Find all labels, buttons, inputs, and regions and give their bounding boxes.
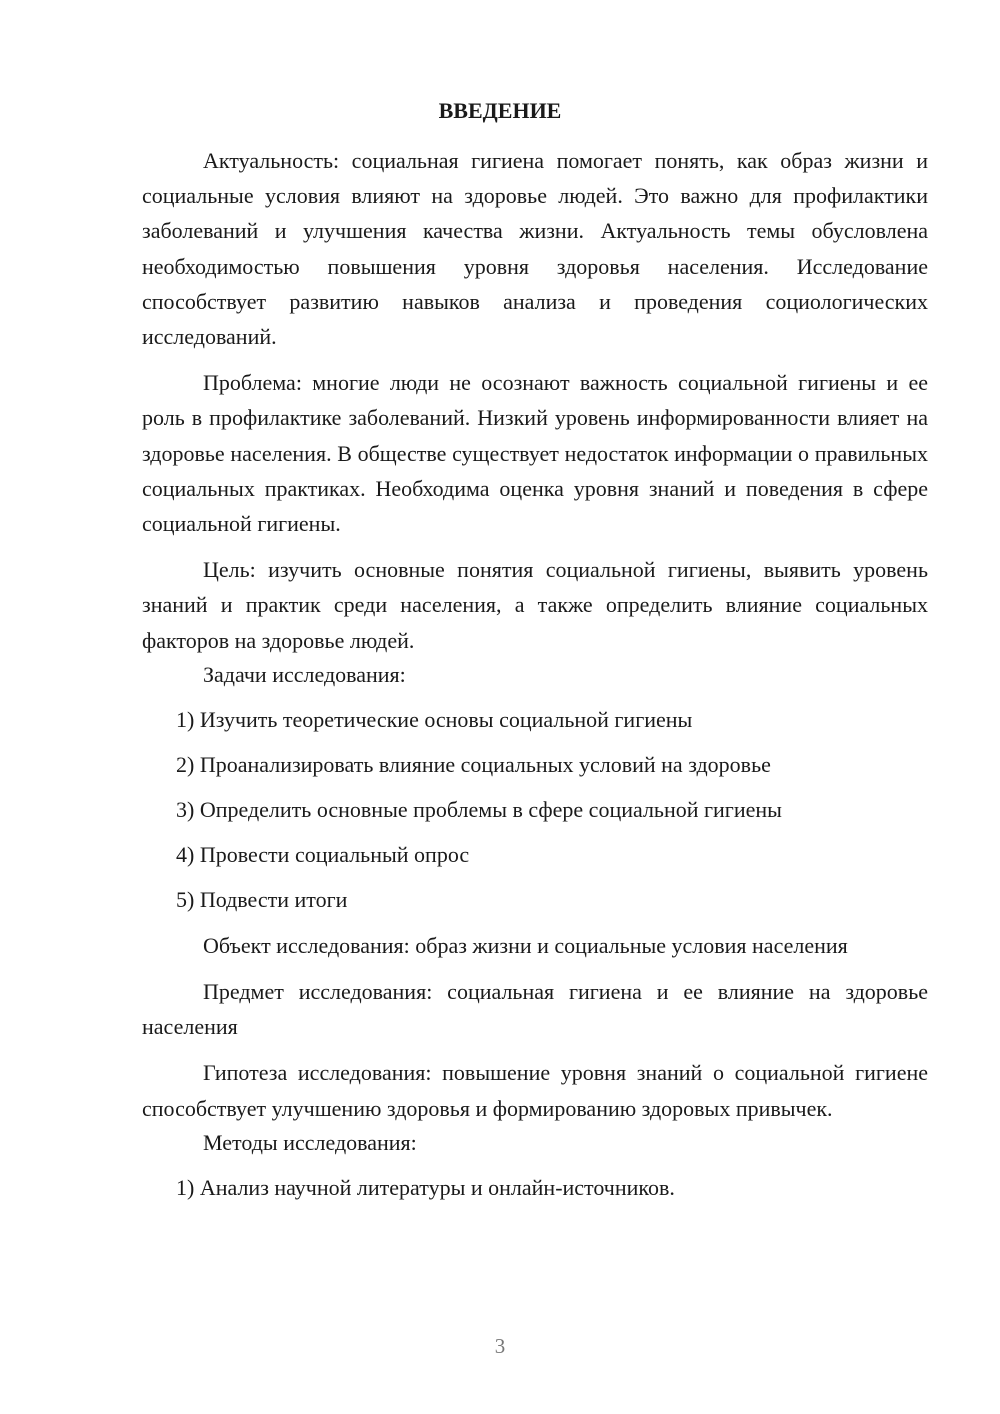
tasks-list — [142, 703, 928, 917]
task-item: 4) Провести социальный опрос — [176, 841, 470, 867]
relevance-paragraph: Актуальность: социальная гигиена помогает понять, как образ жизни и социальные условия влияют на здоровье людей. Это важно для профилактики заболеваний и улучшения качества жизни. Актуальность темы обусловлена необходимостью повышения уровня здоровья населения. Исследование способствует развитию навыков анализа и проведения социологических исследований. — [142, 148, 928, 350]
page-number: 3 — [494, 1334, 506, 1358]
hypothesis-paragraph: Гипотеза исследования: повышение уровня знаний о социальной гигиене способствует улучшению здоровья и формированию здоровых привычек. — [142, 1060, 928, 1121]
methods-list — [142, 1171, 928, 1205]
task-item: 2) Проанализировать влияние социальных условий на здоровье — [176, 751, 771, 777]
methods-title: Методы исследования: — [203, 1129, 417, 1155]
task-item: 1) Изучить теоретические основы социальной гигиены — [176, 706, 693, 732]
object-paragraph: Объект исследования: образ жизни и социальные условия населения — [203, 932, 848, 958]
page-heading: ВВЕДЕНИЕ — [438, 98, 562, 123]
subject-paragraph: Предмет исследования: социальная гигиена и ее влияние на здоровье населения — [142, 979, 928, 1040]
page-body — [142, 143, 928, 1205]
tasks-title: Задачи исследования: — [203, 661, 406, 687]
method-item: 1) Анализ научной литературы и онлайн-источников. — [176, 1174, 675, 1200]
problem-paragraph: Проблема: многие люди не осознают важность социальной гигиены и ее роль в профилактике заболеваний. Низкий уровень информированности влияет на здоровье населения. В обществе существует недостаток информации о правильных социальных практиках. Необходима оценка уровня знаний и поведения в сфере социальной гигиены. — [142, 370, 928, 537]
task-item: 5) Подвести итоги — [176, 886, 348, 912]
goal-paragraph: Цель: изучить основные понятия социальной гигиены, выявить уровень знаний и практик среди населения, а также определить влияние социальных факторов на здоровье людей. — [142, 557, 928, 653]
task-item: 3) Определить основные проблемы в сфере социальной гигиены — [176, 796, 782, 822]
